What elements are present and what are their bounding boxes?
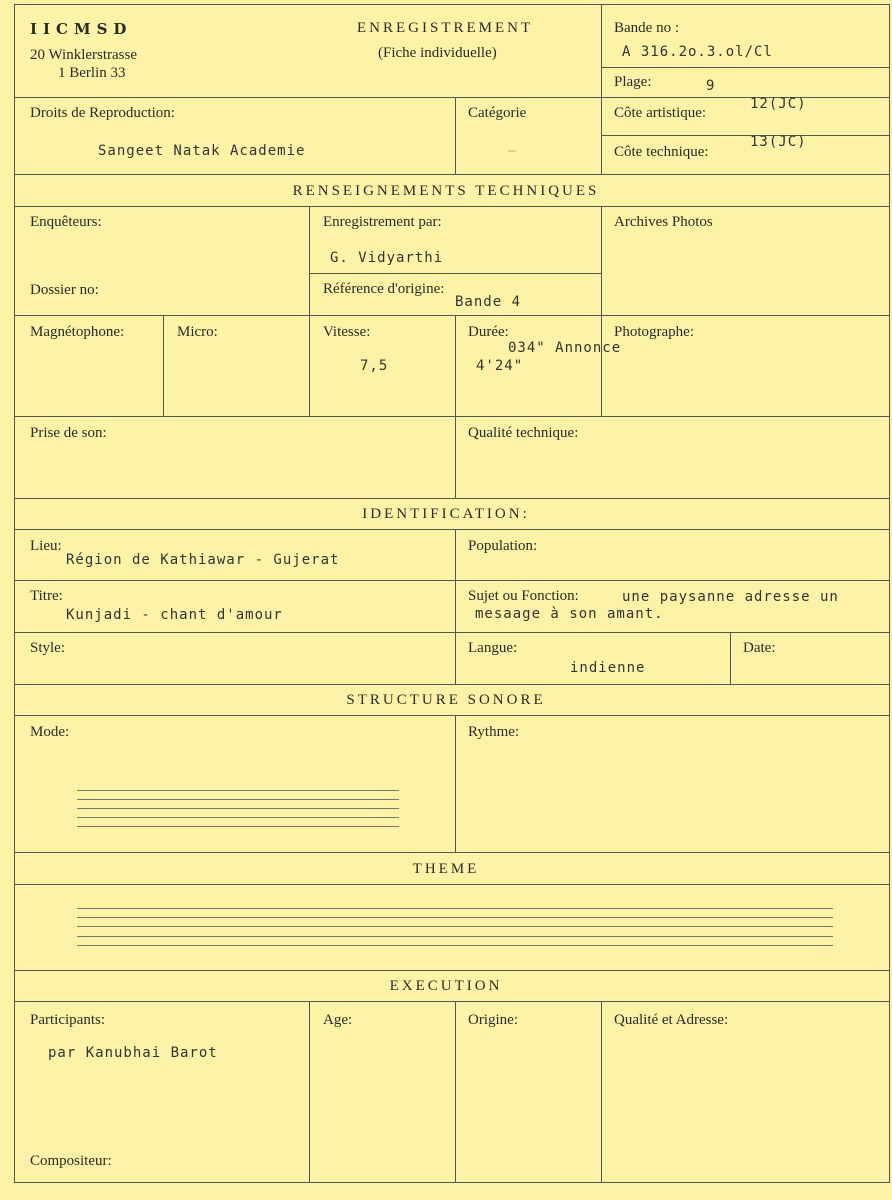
divider <box>455 715 456 852</box>
enqueteurs-label: Enquêteurs: <box>30 214 102 230</box>
divider <box>601 4 602 174</box>
lieu-label: Lieu: <box>30 538 62 554</box>
vitesse-value: 7,5 <box>360 358 389 374</box>
staff-line <box>77 817 399 818</box>
divider <box>14 632 889 633</box>
cote-artistique-value: 12(JC) <box>750 96 807 112</box>
titre-label: Titre: <box>30 588 63 604</box>
frame-right <box>889 4 890 1182</box>
bande-label: Bande no : <box>614 20 679 36</box>
org-logo: IICMSD <box>30 20 133 38</box>
rythme-label: Rythme: <box>468 724 520 740</box>
magnetophone-label: Magnétophone: <box>30 324 125 340</box>
divider <box>14 580 889 581</box>
plage-value: 9 <box>706 78 716 94</box>
enregistrement-par-label: Enregistrement par: <box>323 214 442 230</box>
titre-value: Kunjadi - chant d'amour <box>66 607 283 623</box>
divider <box>455 97 456 174</box>
origine-label: Origine: <box>468 1012 518 1028</box>
divider <box>14 970 889 971</box>
langue-label: Langue: <box>468 640 518 656</box>
date-label: Date: <box>743 640 776 656</box>
form-title: ENREGISTREMENT <box>357 20 534 36</box>
lieu-value: Région de Kathiawar - Gujerat <box>66 552 340 568</box>
sujet-label: Sujet ou Fonction: <box>468 588 579 604</box>
bande-value: A 316.2o.3.ol/Cl <box>622 44 773 60</box>
staff-line <box>77 908 833 909</box>
divider <box>455 315 456 498</box>
staff-line <box>77 799 399 800</box>
staff-line <box>77 917 833 918</box>
frame-left <box>14 4 15 1182</box>
address-line-2: 1 Berlin 33 <box>58 65 126 81</box>
divider <box>14 529 889 530</box>
divider <box>14 416 889 417</box>
sujet-value-1: une paysanne adresse un <box>622 589 839 605</box>
staff-line <box>77 926 833 927</box>
divider <box>601 67 889 68</box>
qualite-adresse-label: Qualité et Adresse: <box>614 1012 729 1028</box>
sujet-value-2: mesaage à son amant. <box>475 606 664 622</box>
vitesse-label: Vitesse: <box>323 324 371 340</box>
section-title-technique: RENSEIGNEMENTS TECHNIQUES <box>292 183 600 199</box>
compositeur-label: Compositeur: <box>30 1153 112 1169</box>
participants-label: Participants: <box>30 1012 105 1028</box>
duree-value-2: 4'24" <box>476 358 524 374</box>
divider <box>309 273 601 274</box>
duree-label: Durée: <box>468 324 509 340</box>
divider <box>14 174 889 175</box>
reference-label: Référence d'origine: <box>323 281 445 297</box>
cote-technique-label: Côte technique: <box>614 144 709 160</box>
participants-value: par Kanubhai Barot <box>48 1045 218 1061</box>
mode-label: Mode: <box>30 724 70 740</box>
divider <box>455 1001 456 1182</box>
droits-label: Droits de Reproduction: <box>30 105 175 121</box>
staff-line <box>77 936 833 937</box>
divider <box>455 529 456 684</box>
divider <box>309 1001 310 1182</box>
enregistrement-par-value: G. Vidyarthi <box>330 250 444 266</box>
categorie-label: Catégorie <box>468 105 527 121</box>
divider <box>163 315 164 416</box>
reference-value: Bande 4 <box>455 294 522 310</box>
photographe-label: Photographe: <box>614 324 694 340</box>
section-title-structure: STRUCTURE SONORE <box>346 692 546 708</box>
section-title-execution: EXECUTION <box>389 978 503 994</box>
archives-photos-label: Archives Photos <box>614 214 713 230</box>
divider <box>601 135 889 136</box>
prise-de-son-label: Prise de son: <box>30 425 107 441</box>
divider <box>14 884 889 885</box>
divider <box>14 715 889 716</box>
form-subtitle: (Fiche individuelle) <box>378 45 497 61</box>
divider <box>14 498 889 499</box>
divider <box>309 206 310 416</box>
categorie-value: – <box>508 143 518 159</box>
divider <box>14 315 889 316</box>
divider <box>14 1001 889 1002</box>
divider <box>14 206 889 207</box>
qualite-technique-label: Qualité technique: <box>468 425 579 441</box>
section-title-identification: IDENTIFICATION: <box>362 506 530 522</box>
staff-line <box>77 790 399 791</box>
droits-value: Sangeet Natak Academie <box>98 143 306 159</box>
address-line-1: 20 Winklerstrasse <box>30 47 138 63</box>
frame-bottom <box>14 1182 890 1183</box>
staff-line <box>77 826 399 827</box>
age-label: Age: <box>323 1012 353 1028</box>
cote-technique-value: 13(JC) <box>750 134 807 150</box>
staff-line <box>77 945 833 946</box>
cote-artistique-label: Côte artistique: <box>614 105 707 121</box>
plage-label: Plage: <box>614 74 652 90</box>
section-title-theme: THEME <box>412 861 480 877</box>
style-label: Style: <box>30 640 66 656</box>
staff-line <box>77 808 399 809</box>
frame-top <box>14 4 890 5</box>
divider <box>601 206 602 416</box>
micro-label: Micro: <box>177 324 218 340</box>
divider <box>14 852 889 853</box>
divider <box>14 684 889 685</box>
dossier-label: Dossier no: <box>30 282 99 298</box>
divider <box>601 1001 602 1182</box>
divider <box>730 632 731 684</box>
population-label: Population: <box>468 538 538 554</box>
langue-value: indienne <box>570 660 646 676</box>
duree-value-1: 034" Annonce <box>508 340 622 356</box>
